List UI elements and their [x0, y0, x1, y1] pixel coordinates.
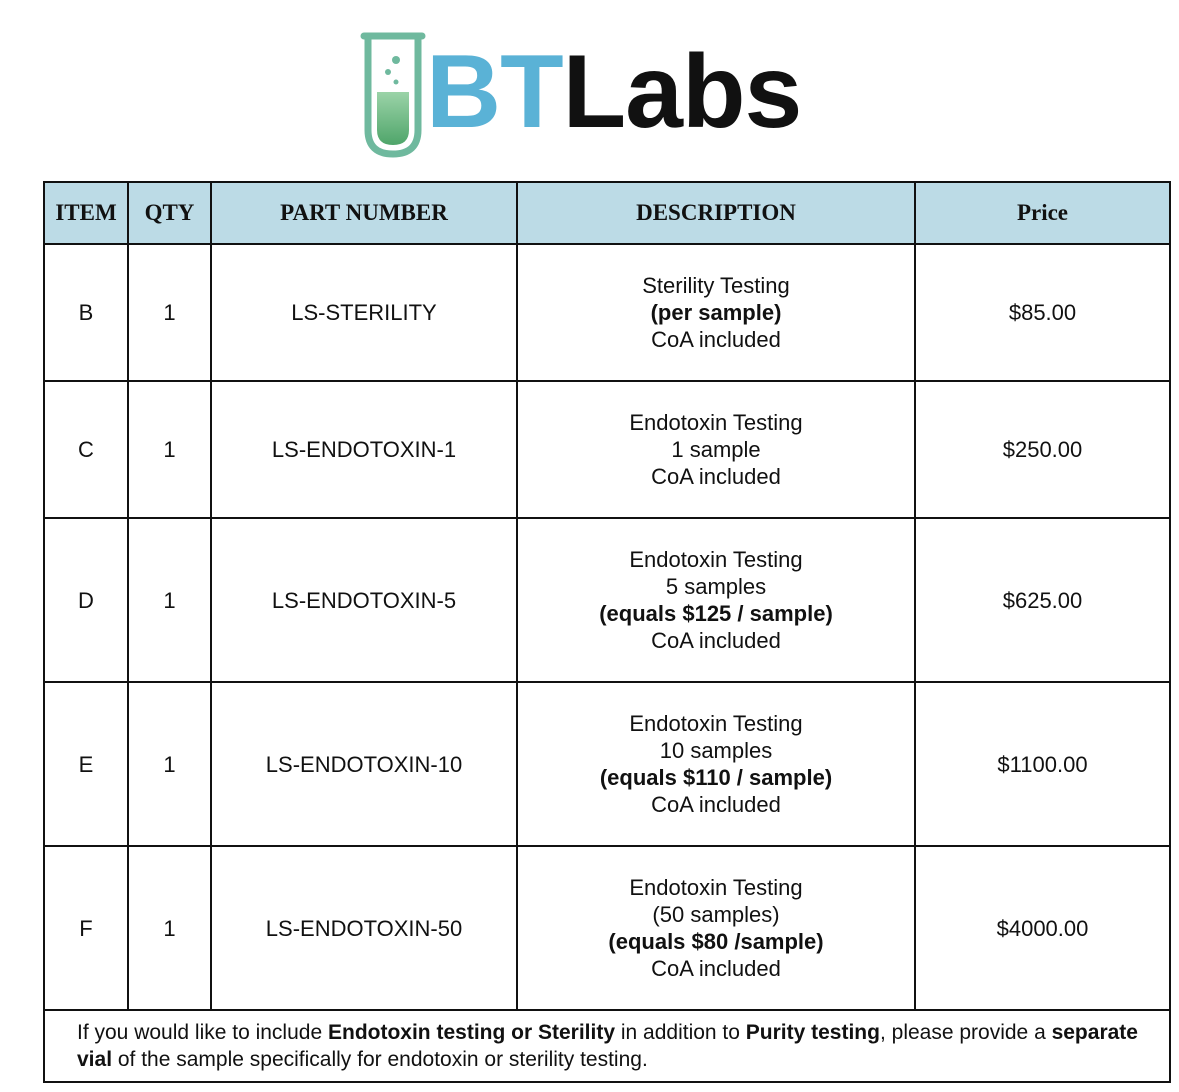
- logo-wordmark: [426, 32, 801, 152]
- description-line: CoA included: [651, 956, 781, 981]
- pricing-table: [43, 181, 1171, 1083]
- description-line-bold: (equals $80 /sample): [608, 929, 824, 954]
- part-number-cell: LS-ENDOTOXIN-50: [211, 846, 517, 1010]
- btlabs-logo: [360, 30, 820, 160]
- description-cell: [517, 381, 915, 518]
- description-line: Endotoxin Testing: [629, 547, 803, 572]
- logo-labs-text: Labs: [562, 34, 802, 150]
- item-cell: B: [44, 244, 128, 381]
- description-line: Endotoxin Testing: [629, 711, 803, 736]
- part-number-cell: LS-ENDOTOXIN-10: [211, 682, 517, 846]
- part-number-cell: LS-STERILITY: [211, 244, 517, 381]
- note-text-bold: separate vial: [77, 1021, 1138, 1071]
- description-line: (50 samples): [652, 902, 780, 927]
- test-tube-icon: [360, 30, 426, 160]
- note-text-bold: Endotoxin testing or Sterility: [327, 1021, 616, 1044]
- qty-cell: 1: [128, 244, 211, 381]
- note-text: If you would like to include: [77, 1021, 328, 1044]
- header-qty: QTY: [128, 182, 211, 244]
- item-cell: F: [44, 846, 128, 1010]
- description-line: CoA included: [651, 327, 781, 352]
- description-line: Endotoxin Testing: [629, 410, 803, 435]
- qty-cell: 1: [128, 682, 211, 846]
- qty-cell: 1: [128, 846, 211, 1010]
- price-cell: $4000.00: [915, 846, 1170, 1010]
- qty-cell: 1: [128, 381, 211, 518]
- price-cell: $250.00: [915, 381, 1170, 518]
- header-description: DESCRIPTION: [517, 182, 915, 244]
- item-cell: D: [44, 518, 128, 682]
- description-line: CoA included: [651, 792, 781, 817]
- table-row: [44, 682, 1170, 846]
- description-line-bold: (equals $110 / sample): [599, 765, 833, 790]
- description-line: 5 samples: [665, 574, 767, 599]
- header-price: Price: [915, 182, 1170, 244]
- table-row: [44, 846, 1170, 1010]
- price-cell: $85.00: [915, 244, 1170, 381]
- item-cell: C: [44, 381, 128, 518]
- item-cell: E: [44, 682, 128, 846]
- note-text-bold: Purity testing: [745, 1021, 880, 1044]
- header-part-number: PART NUMBER: [211, 182, 517, 244]
- description-line-bold: (equals $125 / sample): [599, 601, 833, 626]
- table-row: [44, 244, 1170, 381]
- note-cell: [44, 1010, 1170, 1082]
- table-row: [44, 381, 1170, 518]
- price-cell: $1100.00: [915, 682, 1170, 846]
- description-cell: [517, 682, 915, 846]
- part-number-cell: LS-ENDOTOXIN-5: [211, 518, 517, 682]
- header-item: ITEM: [44, 182, 128, 244]
- qty-cell: 1: [128, 518, 211, 682]
- note-text: in addition to: [615, 1021, 746, 1044]
- table-header-row: [44, 182, 1170, 244]
- note-row: [44, 1010, 1170, 1082]
- part-number-cell: LS-ENDOTOXIN-1: [211, 381, 517, 518]
- description-line: Sterility Testing: [642, 273, 790, 298]
- note-text: of the sample specifically for endotoxin or sterility testing.: [112, 1048, 648, 1071]
- description-cell: [517, 846, 915, 1010]
- description-line: CoA included: [651, 628, 781, 653]
- description-line: Endotoxin Testing: [629, 875, 803, 900]
- logo-bt-text: BT: [426, 34, 563, 150]
- description-line: 1 sample: [671, 437, 761, 462]
- description-line-bold: (per sample): [650, 300, 782, 325]
- note-text: , please provide a: [879, 1021, 1052, 1044]
- table-row: [44, 518, 1170, 682]
- description-line: CoA included: [651, 464, 781, 489]
- price-cell: $625.00: [915, 518, 1170, 682]
- description-cell: [517, 244, 915, 381]
- description-line: 10 samples: [659, 738, 773, 763]
- description-cell: [517, 518, 915, 682]
